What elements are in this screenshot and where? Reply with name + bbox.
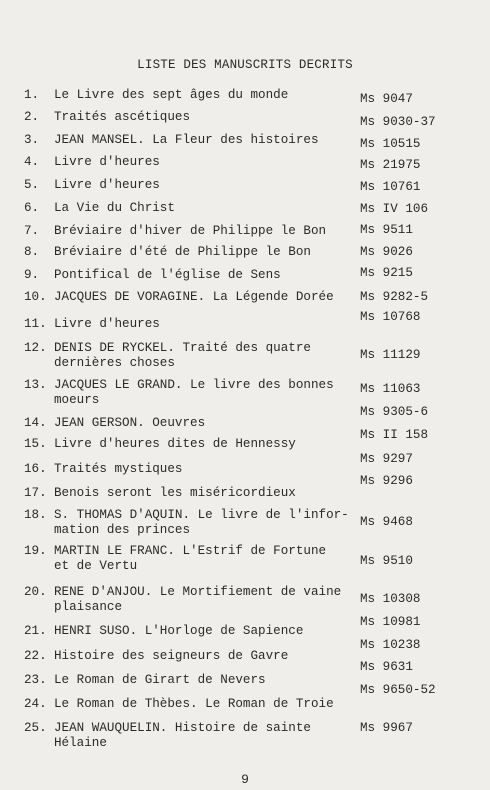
entry-title-line1: JACQUES LE GRAND. Le livre des bonnes (54, 378, 334, 392)
entry-number: 23. (24, 673, 47, 687)
entry-shelfmark: Ms 9296 (360, 474, 413, 488)
entry-title-line1: Livre d'heures (54, 317, 160, 331)
entry-title-line2: mation des princes (54, 523, 191, 537)
entry-title (54, 317, 160, 332)
entry-title-line1: Le Roman de Girart de Nevers (54, 673, 266, 687)
entry-shelfmark: Ms 10238 (360, 638, 421, 652)
entry-shelfmark: Ms 9650-52 (360, 683, 436, 697)
entry-shelfmark: Ms 9468 (360, 515, 413, 529)
entry-title-line1: MARTIN LE FRANC. L'Estrif de Fortune (54, 544, 327, 558)
entry-number: 17. (24, 486, 47, 500)
entry-number: 10. (24, 290, 47, 304)
entry-title-line1: Le Livre des sept âges du monde (54, 88, 289, 102)
entry-shelfmark: Ms IV 106 (360, 202, 429, 216)
entry-shelfmark: Ms 9047 (360, 92, 413, 106)
entry-shelfmark: Ms II 158 (360, 428, 429, 442)
entry-shelfmark: Ms 9967 (360, 721, 413, 735)
entry-title (54, 673, 266, 688)
entry-shelfmark: Ms 9030-37 (360, 115, 436, 129)
entry-title (54, 88, 288, 103)
entry-number: 4. (24, 155, 40, 169)
entry-title-line2: et de Vertu (54, 559, 138, 573)
entry-title-line1: Livre d'heures dites de Hennessy (54, 437, 296, 451)
entry-title (54, 201, 175, 216)
entry-number: 21. (24, 624, 47, 638)
entry-shelfmark: Ms 10761 (360, 180, 421, 194)
entry-shelfmark: Ms 9305-6 (360, 405, 429, 419)
entry-title (54, 624, 303, 639)
entry-number: 16. (24, 462, 47, 476)
entry-shelfmark: Ms 11129 (360, 348, 421, 362)
entry-shelfmark: Ms 10768 (360, 310, 421, 324)
entry-title-line1: JEAN WAUQUELIN. Histoire de sainte (54, 721, 311, 735)
entry-number: 6. (24, 201, 40, 215)
entry-title-line1: Livre d'heures (54, 155, 160, 169)
entry-title (54, 721, 311, 751)
entry-title-line1: Bréviaire d'été de Philippe le Bon (54, 245, 311, 259)
entry-title-line1: JEAN GERSON. Oeuvres (54, 416, 206, 430)
entry-title (54, 155, 160, 170)
entry-shelfmark: Ms 10981 (360, 615, 421, 629)
entry-number: 5. (24, 178, 40, 192)
entry-title (54, 585, 341, 615)
entry-title (54, 508, 349, 538)
list-heading: LISTE DES MANUSCRITS DECRITS (137, 58, 353, 72)
entry-title (54, 290, 334, 305)
entry-title-line1: HENRI SUSO. L'Horloge de Sapience (54, 624, 304, 638)
entry-number: 14. (24, 416, 47, 430)
entry-number: 25. (24, 721, 47, 735)
entry-title-line1: RENE D'ANJOU. Le Mortifiement de vaine (54, 585, 342, 599)
entry-number: 24. (24, 697, 47, 711)
entry-title (54, 697, 334, 712)
entry-shelfmark: Ms 9215 (360, 266, 413, 280)
entry-title (54, 416, 205, 431)
entry-shelfmark: Ms 10308 (360, 592, 421, 606)
entry-title-line2: dernières choses (54, 356, 175, 370)
entry-shelfmark: Ms 9026 (360, 245, 413, 259)
entry-title-line1: Traités mystiques (54, 462, 183, 476)
entry-title-line2: Hélaine (54, 736, 107, 750)
entry-title (54, 462, 182, 477)
entry-title-line1: Histoire des seigneurs de Gavre (54, 649, 289, 663)
entry-title (54, 486, 296, 501)
entry-title-line1: Pontifical de l'église de Sens (54, 268, 281, 282)
entry-number: 19. (24, 544, 47, 558)
entry-number: 22. (24, 649, 47, 663)
entry-title-line1: S. THOMAS D'AQUIN. Le livre de l'infor- (54, 508, 349, 522)
entry-number: 7. (24, 224, 40, 238)
entry-number: 18. (24, 508, 47, 522)
entry-number: 11. (24, 317, 47, 331)
entry-shelfmark: Ms 9631 (360, 660, 413, 674)
entry-number: 9. (24, 268, 40, 282)
entry-title-line1: Livre d'heures (54, 178, 160, 192)
entry-shelfmark: Ms 9282-5 (360, 290, 429, 304)
entry-shelfmark: Ms 9297 (360, 452, 413, 466)
entry-title-line1: Benois seront les miséricordieux (54, 486, 296, 500)
entry-title (54, 245, 311, 260)
entry-title (54, 268, 281, 283)
entry-title (54, 437, 296, 452)
entry-title-line1: DENIS DE RYCKEL. Traité des quatre (54, 341, 311, 355)
entry-number: 13. (24, 378, 47, 392)
entry-number: 12. (24, 341, 47, 355)
entry-shelfmark: Ms 9510 (360, 554, 413, 568)
entry-title-line1: JACQUES DE VORAGINE. La Légende Dorée (54, 290, 334, 304)
entry-title (54, 178, 160, 193)
entry-title-line2: plaisance (54, 600, 123, 614)
entry-title-line1: Bréviaire d'hiver de Philippe le Bon (54, 224, 327, 238)
entry-title (54, 224, 326, 239)
entry-title (54, 544, 326, 574)
entry-shelfmark: Ms 10515 (360, 137, 421, 151)
page-number: 9 (241, 772, 249, 787)
entry-shelfmark: Ms 21975 (360, 158, 421, 172)
entry-shelfmark: Ms 11063 (360, 382, 421, 396)
entry-title-line1: JEAN MANSEL. La Fleur des histoires (54, 133, 319, 147)
entry-number: 2. (24, 110, 40, 124)
entry-title-line2: moeurs (54, 393, 100, 407)
entry-title (54, 341, 311, 371)
entry-title (54, 133, 319, 148)
entry-shelfmark: Ms 9511 (360, 223, 413, 237)
entry-title-line1: Traités ascétiques (54, 110, 191, 124)
entry-title-line1: La Vie du Christ (54, 201, 175, 215)
entry-number: 1. (24, 88, 40, 102)
entry-title (54, 649, 288, 664)
entry-number: 15. (24, 437, 47, 451)
entry-number: 20. (24, 585, 47, 599)
entry-number: 8. (24, 245, 40, 259)
entry-number: 3. (24, 133, 40, 147)
entry-title-line1: Le Roman de Thèbes. Le Roman de Troie (54, 697, 334, 711)
entry-title (54, 378, 334, 408)
entry-title (54, 110, 190, 125)
